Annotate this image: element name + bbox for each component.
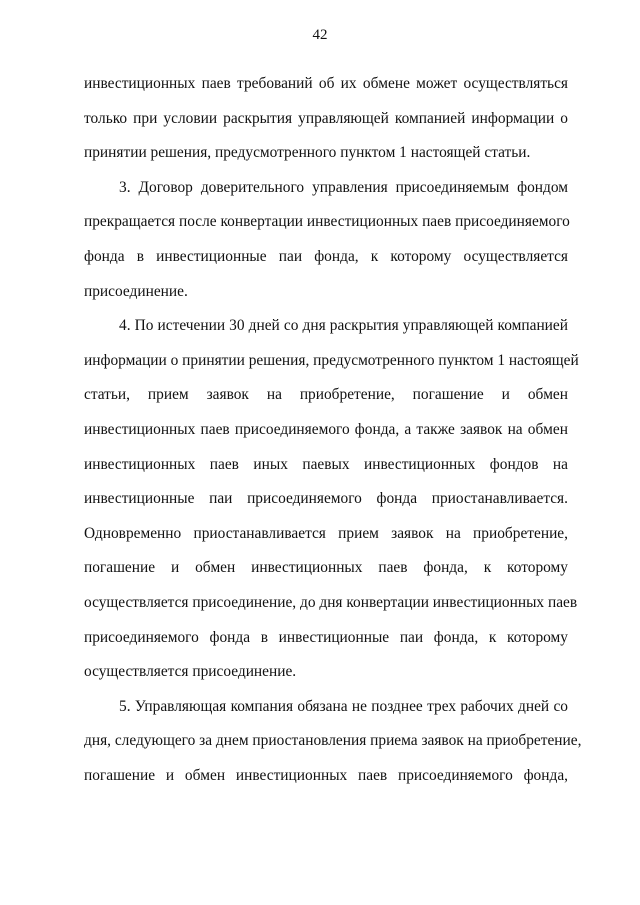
text-line: принятии решения, предусмотренного пунктом 1 настоящей статьи. <box>84 144 531 162</box>
text-line: Одновременно приостанавливается прием заявок на приобретение, <box>84 524 568 542</box>
text-line: присоединение. <box>84 282 188 300</box>
text-line: инвестиционные паи присоединяемого фонда приостанавливается. <box>84 490 568 508</box>
document-body <box>84 67 582 793</box>
text-line: 3. Договор доверительного управления присоединяемым фондом <box>119 178 568 196</box>
text-line: присоединяемого фонда в инвестиционные паи фонда, к которому <box>84 628 568 646</box>
text-line: инвестиционных паев иных паевых инвестиционных фондов на <box>84 455 568 473</box>
text-line: только при условии раскрытия управляющей компанией информации о <box>84 109 568 127</box>
text-line: дня, следующего за днем приостановления приема заявок на приобретение, <box>84 732 582 750</box>
text-line: инвестиционных паев присоединяемого фонда, а также заявок на обмен <box>84 420 568 438</box>
text-line: 5. Управляющая компания обязана не позднее трех рабочих дней со <box>119 697 568 715</box>
page-number: 42 <box>312 27 328 43</box>
text-line: статьи, прием заявок на приобретение, погашение и обмен <box>84 386 568 404</box>
text-line: 4. По истечении 30 дней со дня раскрытия управляющей компанией <box>119 317 568 335</box>
text-line: погашение и обмен инвестиционных паев фонда, к которому <box>84 559 568 577</box>
text-line: осуществляется присоединение. <box>84 663 297 681</box>
text-line: инвестиционных паев требований об их обмене может осуществляться <box>84 75 568 92</box>
text-line: информации о принятии решения, предусмотренного пунктом 1 настоящей <box>84 351 579 369</box>
text-line: фонда в инвестиционные паи фонда, к которому осуществляется <box>84 247 568 265</box>
text-line: прекращается после конвертации инвестиционных паев присоединяемого <box>84 213 570 231</box>
text-line: погашение и обмен инвестиционных паев присоединяемого фонда, <box>84 766 568 784</box>
text-line: осуществляется присоединение, до дня конвертации инвестиционных паев <box>84 593 578 611</box>
